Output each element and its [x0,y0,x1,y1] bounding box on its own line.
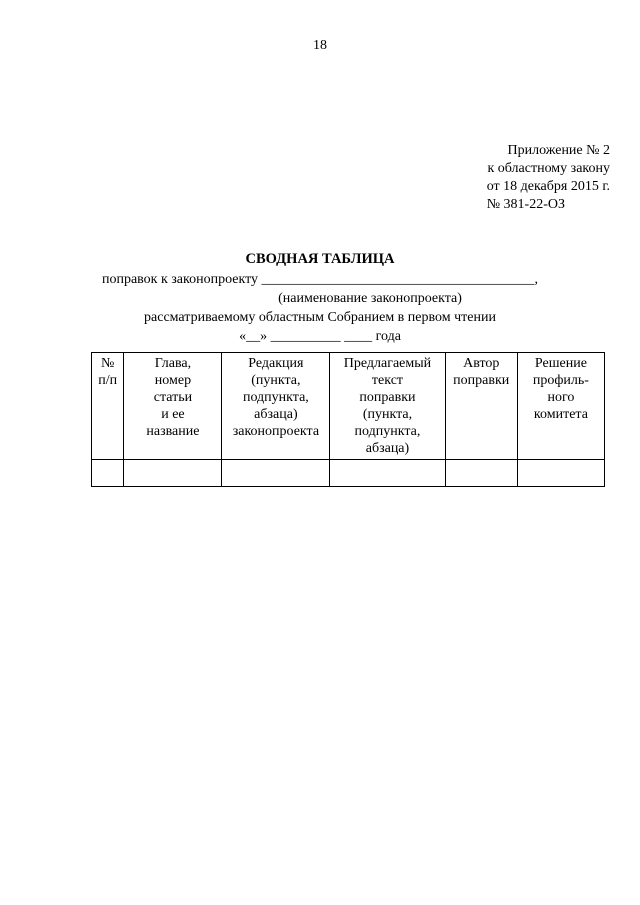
title-block [0,250,640,346]
amendments-table [91,352,605,487]
appendix-line-2: к областному закону [487,161,610,176]
header-bill-text: Редакция (пункта, подпункта, абзаца) законопроекта [222,353,330,460]
table-cell [124,460,222,487]
header-chapter: Глава, номер статьи и ее название [124,353,222,460]
title-line-2: рассматриваемому областным Собранием в первом чтении [144,310,496,325]
title-line-1: поправок к законопроекту _______________________________________, [101,272,539,287]
table-cell [92,460,124,487]
appendix-line-3: от 18 декабря 2015 г. [486,179,610,194]
appendix-line-1: Приложение № 2 [507,143,610,158]
document-title: СВОДНАЯ ТАБЛИЦА [245,251,395,267]
table-cell [445,460,517,487]
header-number: № п/п [92,353,124,460]
table-header-row [92,353,605,460]
header-committee-decision: Решение профиль- ного комитета [517,353,604,460]
appendix-block [487,142,610,214]
table-cell [222,460,330,487]
appendix-line-4: № 381-22-ОЗ [486,197,565,212]
title-caption: (наименование законопроекта) [278,291,462,306]
header-author: Автор поправки [445,353,517,460]
page-number: 18 [313,38,327,53]
table-row [92,460,605,487]
table-cell [330,460,445,487]
header-proposed-text: Предлагаемый текст поправки (пункта, подпункта, абзаца) [330,353,445,460]
title-line-3: «__» __________ ____ года [239,329,401,344]
table-cell [517,460,604,487]
